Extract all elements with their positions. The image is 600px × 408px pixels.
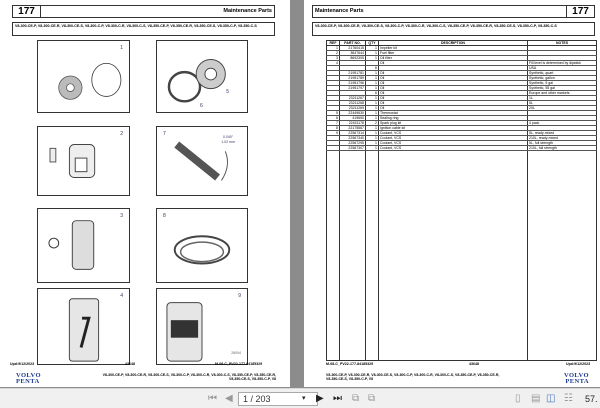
table-cell: 22431178 (340, 121, 366, 126)
table-cell: 21951789 (340, 76, 366, 81)
table-cell: 1 (366, 106, 379, 111)
page-number: 177 (566, 6, 594, 17)
two-page-view-icon[interactable]: ◫ (546, 393, 556, 404)
table-cell: 1 (366, 76, 379, 81)
ref-number: 5 (226, 89, 229, 95)
table-cell: 1 (366, 81, 379, 86)
table-cell: 2 (366, 121, 379, 126)
table-cell: 1 (327, 46, 340, 51)
table-cell: 23211269 (340, 106, 366, 111)
footer-doc: M-08-C_PV22-177-84185329 (215, 362, 263, 366)
table-cell: 9 (327, 131, 340, 136)
illustration-coolant-jug (156, 288, 248, 365)
table-cell: Oil (379, 86, 528, 91)
pdf-toolbar (0, 388, 600, 408)
table-cell: Synthetic, quart (528, 71, 597, 76)
table-cell: Coolant, VCS (379, 131, 528, 136)
table-cell: Europe and other markets (528, 91, 597, 96)
table-cell: 7 (327, 121, 340, 126)
table-cell: 3847644 (340, 51, 366, 56)
table-cell: 6 (366, 66, 379, 71)
ref-number: 7 (163, 131, 166, 137)
illustration-ignition-cables (156, 208, 248, 283)
column-header: NOTES (528, 41, 597, 46)
table-cell: 22567307 (340, 146, 366, 151)
table-cell: 1 (366, 56, 379, 61)
table-cell: USA (528, 66, 597, 71)
table-cell: 1L (528, 96, 597, 101)
table-cell: Synthetic, gallon (528, 76, 597, 81)
right-page (304, 0, 600, 387)
table-cell: 1 (366, 146, 379, 151)
table-cell: 21951796 (340, 81, 366, 86)
table-cell: Coolant, VCS (379, 146, 528, 151)
table-cell: 419650 (340, 116, 366, 121)
volvo-penta-logo: VOLVO PENTA (16, 372, 41, 385)
table-cell: 1 (366, 131, 379, 136)
table-cell: Thermostat (379, 111, 528, 116)
illustration-fuel-filter (37, 126, 130, 196)
ref-number: 1 (120, 45, 123, 51)
table-cell: Spark plug kit (379, 121, 528, 126)
table-cell: 22567314 (340, 131, 366, 136)
table-cell (366, 151, 379, 361)
model-list: V8-300-CE-P, V8-300-CE-R, V8-300-CE-S, V8-300-C-P, V8-300-C-R, V8-300-C-S, V8-350-CE-P, V8-350-CE-R, V8-350-CE-S, V8-350-C-P, V8-350-C-S (12, 22, 275, 36)
gap-label: 1.02 mm (221, 140, 235, 144)
drawing-id: 26094 (231, 351, 241, 355)
table-cell: Fill level is determined by dipstick (528, 61, 597, 66)
page-header (312, 5, 595, 18)
ref-number: 8 (163, 213, 166, 219)
single-page-view-icon[interactable]: ▯ (515, 393, 521, 404)
table-cell: Oil (379, 96, 528, 101)
table-cell: 1 (366, 141, 379, 146)
table-cell: Oil (379, 76, 528, 81)
table-cell: Synthetic, 55 gal (528, 86, 597, 91)
table-cell: 1 (366, 96, 379, 101)
table-cell: Oil filter (379, 56, 528, 61)
table-cell: 2 (327, 51, 340, 56)
footer-doc: M-08-C_PV22-177-84185329 (326, 362, 374, 366)
page-dropdown-icon[interactable]: ▾ (302, 395, 306, 402)
first-page-icon[interactable]: ⏮ (208, 393, 217, 404)
volvo-penta-logo: VOLVO PENTA (564, 372, 589, 385)
table-cell: Sealing ring (379, 116, 528, 121)
table-cell: Synthetic, 5 gal (528, 81, 597, 86)
table-cell: Impeller kit (379, 46, 528, 51)
table-cell: 22449630 (340, 111, 366, 116)
table-cell: Oil (379, 101, 528, 106)
footer-models: V8-300-CE-P, V8-300-CE-R, V8-300-CE-S, V8-300-C-P, V8-300-C-R, V8-300-C-S, V8-350-CE-P, V8-350-CE-R, V8-350-CE-S, V8-350-C-P, V8 (326, 373, 500, 382)
last-page-icon[interactable]: ⏭ (333, 393, 342, 404)
table-cell: 1 (366, 71, 379, 76)
table-cell: 3 (327, 56, 340, 61)
ref-number: 2 (120, 131, 123, 137)
table-cell: 6 (327, 116, 340, 121)
page-title: Maintenance Parts (223, 8, 272, 14)
table-cell: 1 (366, 136, 379, 141)
table-cell: 1 (366, 126, 379, 131)
table-cell: 8 (327, 126, 340, 131)
table-cell: Ignition cable kit (379, 126, 528, 131)
ref-number: 4 (120, 293, 123, 299)
continuous-view-icon[interactable]: ▤ (531, 393, 541, 404)
table-cell: Oil (379, 61, 528, 66)
page-number: 177 (13, 6, 41, 17)
illustration-oil-bottle (37, 288, 130, 365)
gap-label: 0.040" (222, 135, 233, 139)
table-cell (340, 151, 366, 361)
page-number-input[interactable]: 1 / 203 (238, 392, 318, 406)
table-cell: Fuel filter (379, 51, 528, 56)
two-page-continuous-icon[interactable]: ☷ (564, 393, 573, 404)
table-cell: 6 (366, 91, 379, 96)
ref-number: 9 (238, 293, 241, 299)
table-cell: 5L, ready-mixed (528, 131, 597, 136)
table-cell: 1 (366, 101, 379, 106)
page-header (12, 5, 275, 18)
rotate-page-icon[interactable]: ⧉ (352, 393, 360, 404)
table-cell: 21951781 (340, 71, 366, 76)
page-title: Maintenance Parts (315, 8, 364, 14)
table-cell: 4 (327, 61, 340, 66)
ref-number: 3 (120, 213, 123, 219)
table-cell: 21951797 (340, 86, 366, 91)
model-list: V8-300-CE-P, V8-300-CE-R, V8-300-CE-S, V8-300-C-P, V8-300-C-R, V8-300-C-S, V8-350-CE-P, V8-350-CE-R, V8-350-CE-S, V8-350-C-P, V8-350-C-S (312, 22, 595, 36)
previous-page-icon[interactable]: ◀ (225, 393, 233, 404)
table-cell: 1 (366, 86, 379, 91)
table-cell: 210L, full strength (528, 146, 597, 151)
illustration-thermostat (156, 40, 248, 113)
table-cell: 1 (366, 116, 379, 121)
table-cell: Coolant, VCS (379, 136, 528, 141)
column-header: QTY (366, 41, 379, 46)
footer-code: 43648 (125, 362, 135, 366)
column-header: PART NO. (340, 41, 366, 46)
copy-page-icon[interactable]: ⧉ (368, 393, 376, 404)
table-cell: 5L (528, 101, 597, 106)
table-cell: 22567295 (340, 141, 366, 146)
table-cell: 20L (528, 106, 597, 111)
footer-updated: Upd:9/12/2023 (566, 362, 591, 366)
zoom-level[interactable]: 57. (585, 394, 598, 404)
table-cell: Coolant, VCS (379, 141, 528, 146)
table-cell: 22567340 (340, 136, 366, 141)
column-header: DESCRIPTION (379, 41, 528, 46)
table-cell: Oil (379, 81, 528, 86)
table-cell: 21760415 (340, 46, 366, 51)
table-cell: 1 (366, 111, 379, 116)
illustration-impeller-kit (37, 40, 130, 113)
table-cell: 5L, full strength (528, 141, 597, 146)
table-cell: 1 (366, 46, 379, 51)
footer-code: 43648 (469, 362, 479, 366)
column-header: REF (327, 41, 340, 46)
table-cell (528, 151, 597, 361)
left-page (0, 0, 290, 387)
illustration-spark-plug (156, 126, 248, 196)
parts-table (326, 40, 597, 361)
table-cell: Oil (379, 71, 528, 76)
table-cell (379, 151, 528, 361)
table-cell: 4 pack (528, 121, 597, 126)
table-cell: 23211267 (340, 96, 366, 101)
table-cell: 22175567 (340, 126, 366, 131)
ref-number: 6 (200, 103, 203, 109)
table-cell: 23211268 (340, 101, 366, 106)
next-page-icon[interactable]: ▶ (316, 393, 324, 404)
table-cell: Oil (379, 106, 528, 111)
table-cell: 210L, ready-mixed (528, 136, 597, 141)
table-cell: 1 (366, 51, 379, 56)
table-cell: 8692305 (340, 56, 366, 61)
footer-updated: Upd:9/12/2023 (10, 362, 35, 366)
illustration-oil-filter (37, 208, 130, 283)
footer-models: V8-300-CE-P, V8-300-CE-R, V8-300-CE-S, V8-300-C-P, V8-300-C-R, V8-300-C-S, V8-350-CE-P, V8-350-CE-R, V8-350-CE-S, V8-350-C-P, V8 (102, 373, 276, 382)
table-cell (327, 151, 340, 361)
table-cell: Oil (379, 91, 528, 96)
table-cell: 5 (327, 111, 340, 116)
